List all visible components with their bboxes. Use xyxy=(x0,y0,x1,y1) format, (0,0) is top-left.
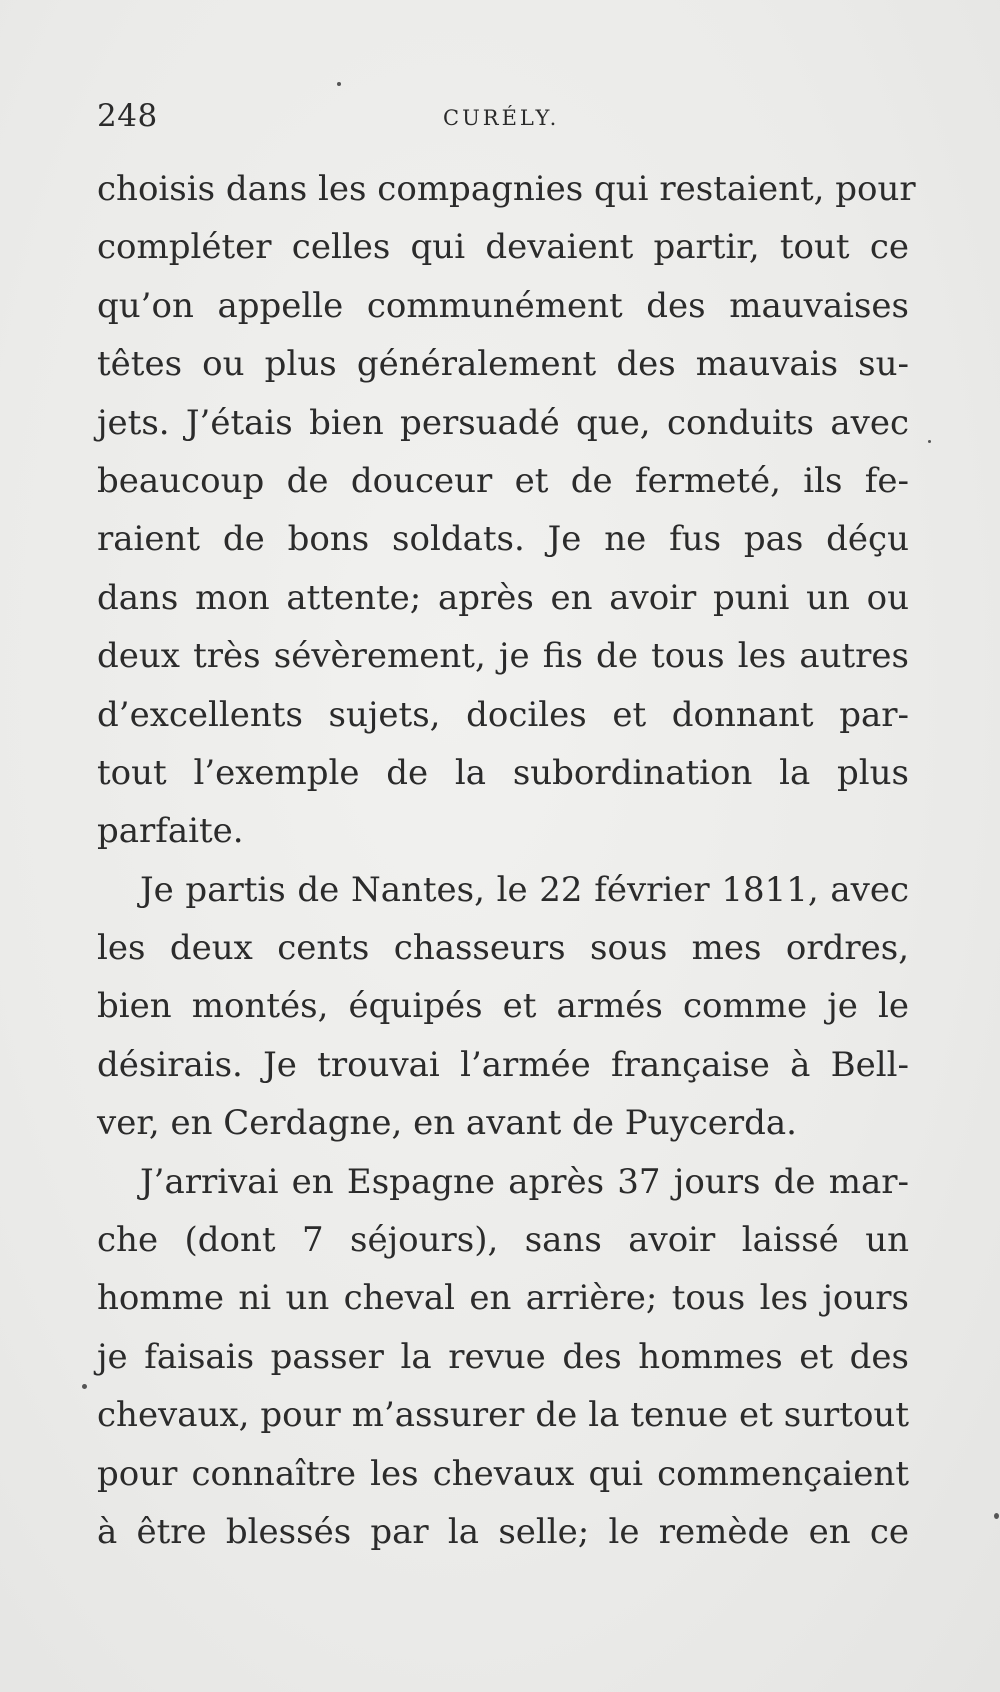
text-line: deux très sévèrement, je fis de tous les autres xyxy=(97,636,909,677)
text-line: bien montés, équipés et armés comme je le xyxy=(97,986,909,1027)
text-line: tout l’exemple de la subordination la plus xyxy=(97,752,909,793)
text-line: jets. J’étais bien persuadé que, conduits avec xyxy=(97,402,909,443)
text-line: che (dont 7 séjours), sans avoir laissé un xyxy=(97,1220,909,1261)
text-line: J’arrivai en Espagne après 37 jours de mar- xyxy=(140,1161,909,1202)
text-line: à être blessés par la selle; le remède en ce xyxy=(97,1511,909,1552)
ink-speck xyxy=(928,440,931,443)
page-number: 248 xyxy=(97,98,158,134)
text-line: raient de bons soldats. Je ne fus pas déçu xyxy=(97,519,909,560)
text-line: têtes ou plus généralement des mauvais su- xyxy=(97,344,909,385)
text-line: les deux cents chasseurs sous mes ordres, xyxy=(97,928,909,969)
text-line: parfaite. xyxy=(97,811,244,852)
text-line: ver, en Cerdagne, en avant de Puycerda. xyxy=(97,1103,797,1144)
text-line: dans mon attente; après en avoir puni un ou xyxy=(97,577,909,618)
text-line: qu’on appelle communément des mauvaises xyxy=(97,285,909,326)
text-line: homme ni un cheval en arrière; tous les jours xyxy=(97,1278,909,1319)
ink-speck xyxy=(337,82,341,86)
text-line: désirais. Je trouvai l’armée française à Bell- xyxy=(97,1044,909,1085)
running-head: CURÉLY. xyxy=(443,106,560,130)
text-line: choisis dans les compagnies qui restaient, pour xyxy=(97,169,916,209)
ink-speck xyxy=(82,1384,87,1389)
text-line: je faisais passer la revue des hommes et des xyxy=(97,1336,909,1377)
body-text xyxy=(97,160,916,1561)
ink-speck xyxy=(994,1513,999,1519)
text-line: d’excellents sujets, dociles et donnant par- xyxy=(97,694,909,735)
text-line: pour connaître les chevaux qui commençaient xyxy=(97,1453,909,1494)
text-line: chevaux, pour m’assurer de la tenue et surtout xyxy=(97,1395,909,1436)
text-line: compléter celles qui devaient partir, tout ce xyxy=(97,227,909,268)
text-line: beaucoup de douceur et de fermeté, ils fe- xyxy=(97,460,909,501)
page-header xyxy=(97,98,909,138)
text-line: Je partis de Nantes, le 22 février 1811, avec xyxy=(140,869,909,910)
